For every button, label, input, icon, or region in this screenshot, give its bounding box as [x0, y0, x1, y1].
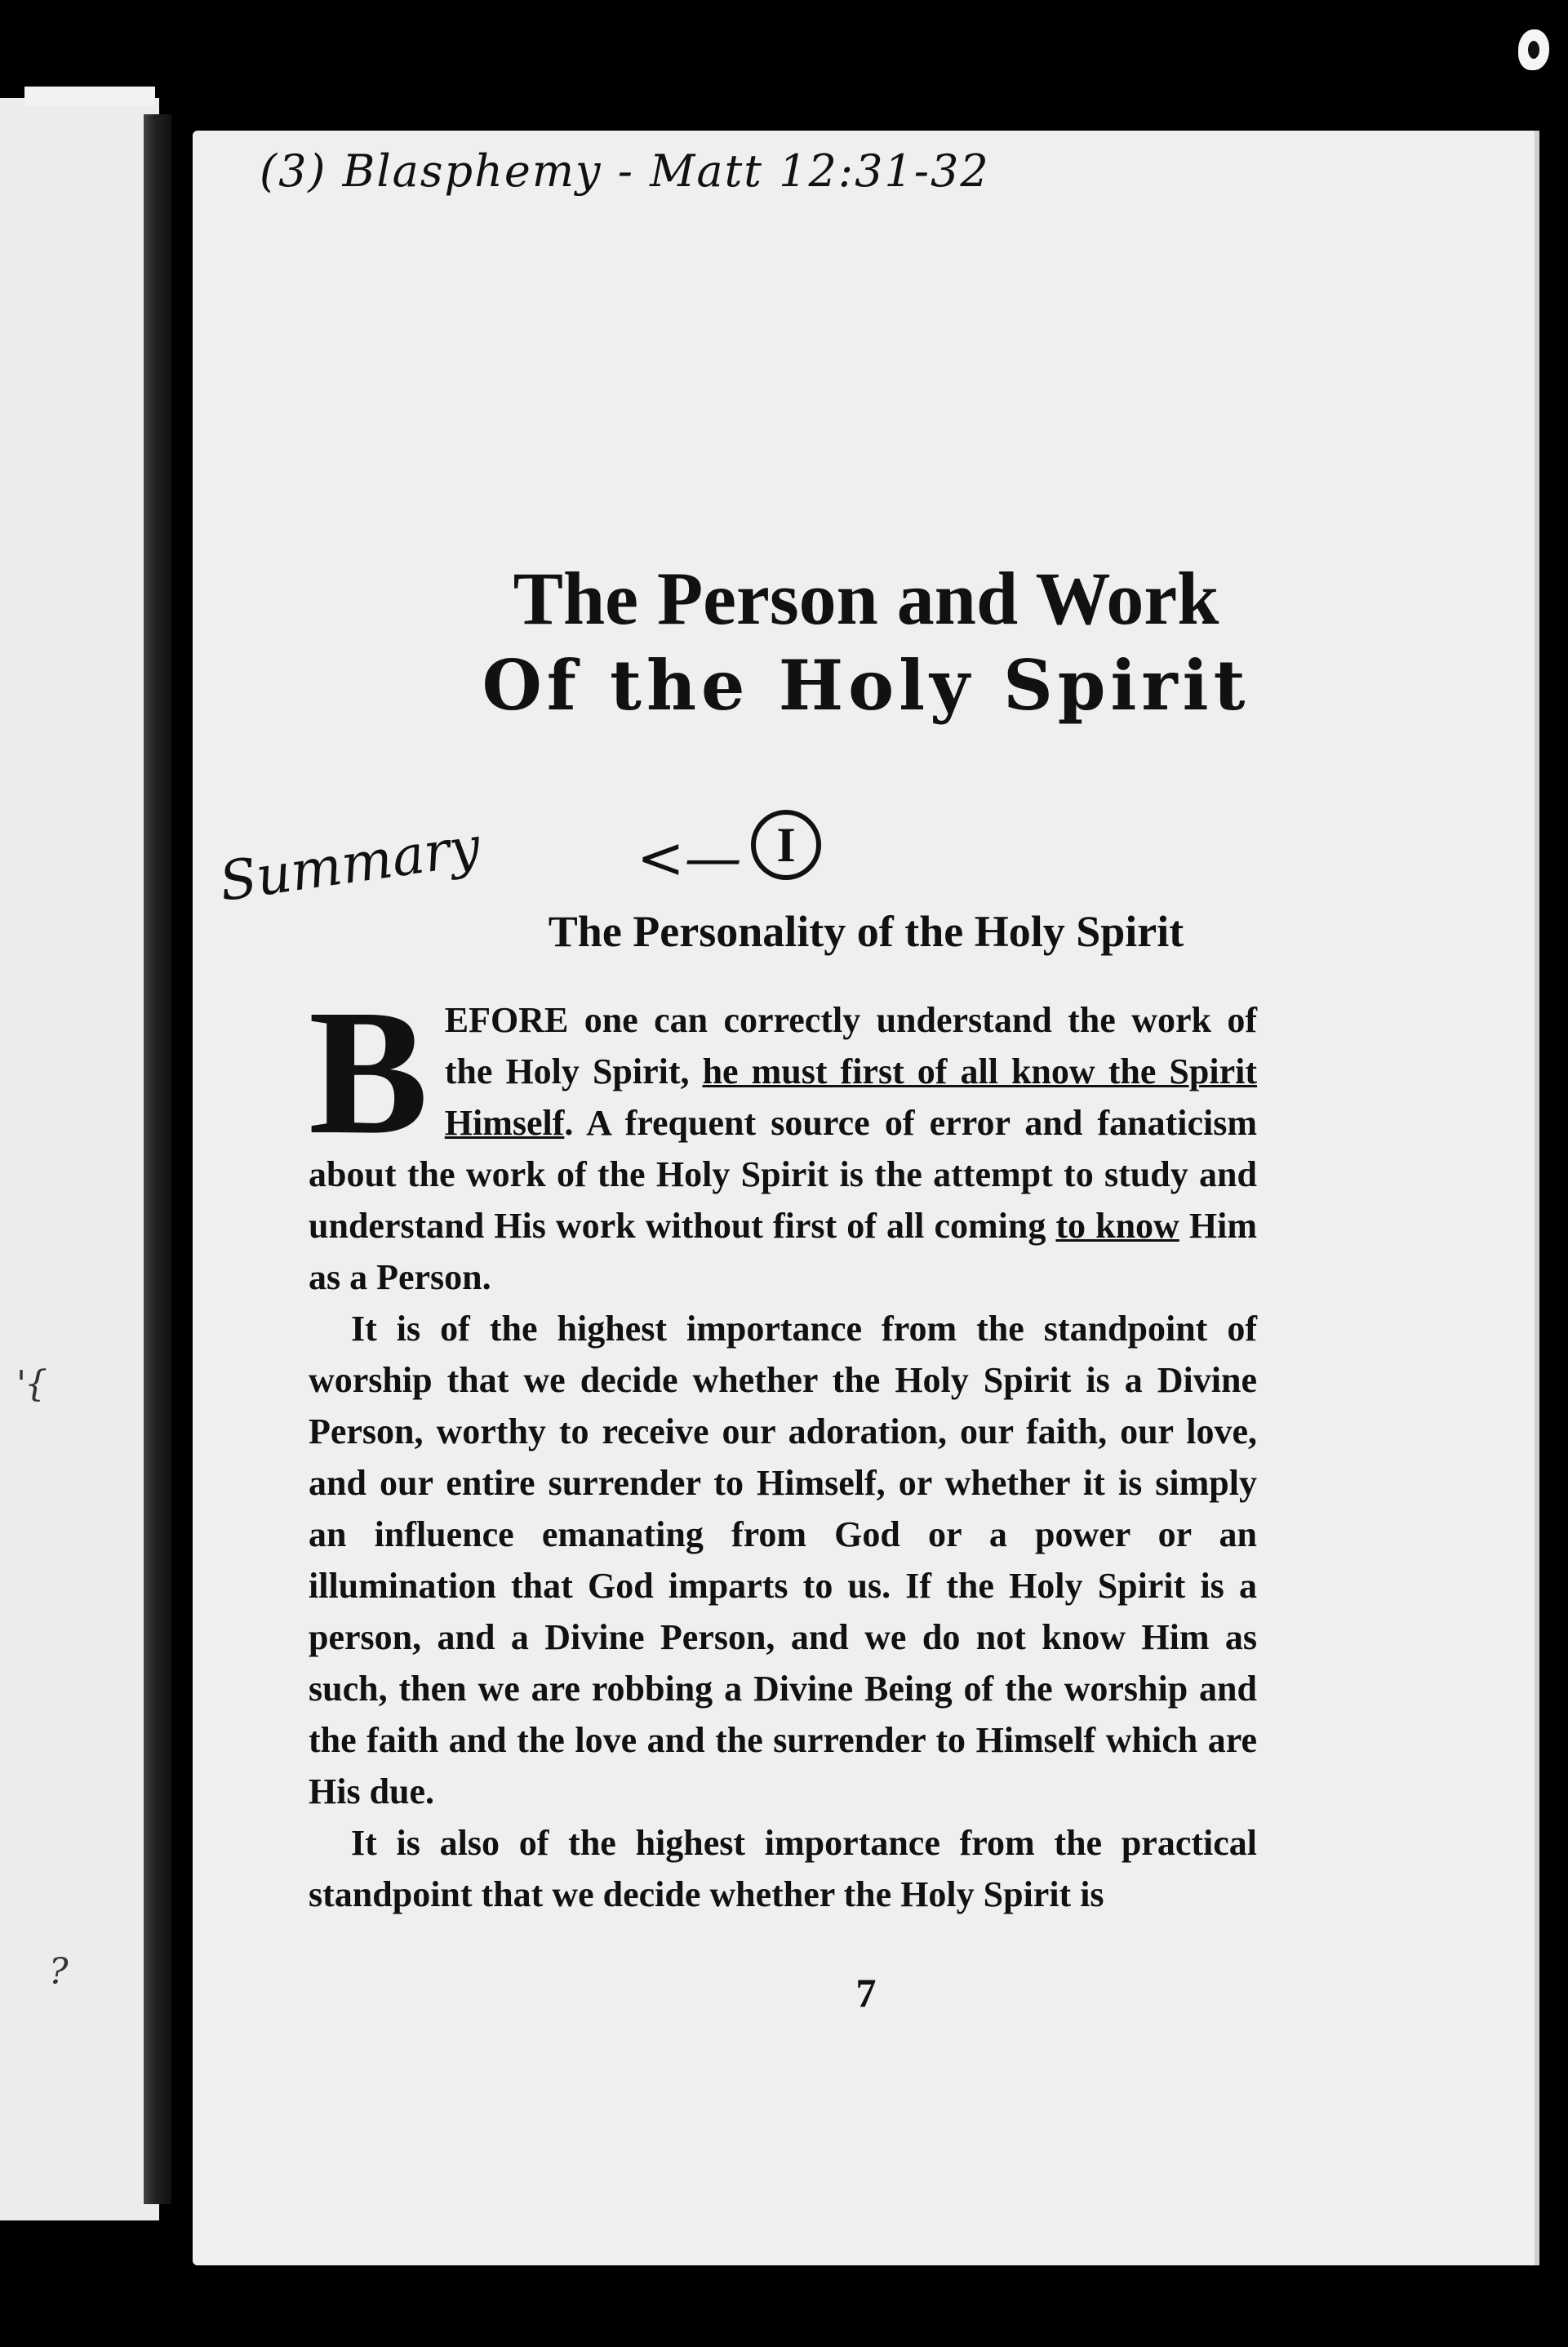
title-line-2: Of the Holy Spirit [482, 645, 1250, 726]
underlined-text: he must first of all know the Spirit Himself [444, 1051, 1257, 1143]
page-number: 7 [855, 1970, 877, 2016]
handwritten-note: (3) Blasphemy - Matt 12:31-32 [260, 145, 990, 197]
underlined-text: to know [1055, 1206, 1179, 1246]
book-spine [144, 114, 171, 2204]
title-line-1: The Person and Work [513, 557, 1219, 640]
left-page-mark: ' [16, 1363, 27, 1405]
paragraph-1 [309, 972, 1258, 1303]
paragraph-3: It is also of the highest importance from the practical standpoint that we decide whether the Holy Spirit is [309, 1823, 1257, 1914]
previous-page-top [24, 87, 155, 106]
previous-page-edge [0, 98, 159, 2220]
body-text [309, 972, 1258, 1920]
left-page-mark: ? [49, 1951, 69, 1993]
left-page-mark: { [24, 1363, 47, 1405]
page-edge [1535, 131, 1539, 2265]
paragraph-2: It is of the highest importance from the standpoint of worship that we decide whether the Holy Spirit is a Divine Person, worthy to receive our adoration, our faith, our love, and our entire surrender to Himself, or whether it is simply an influence emanating from God or a power or an illumination that God imparts to us. If the Holy Spirit is a person, and a Divine Person, and we do not know Him as such, then we are robbing a Divine Being of the worship and the faith and the love and the surrender to Himself which are His due. [309, 1309, 1257, 1811]
paragraph-text: EFORE one can correctly understand the work of the Holy Spirit, [444, 1000, 1257, 1091]
handwritten-margin-note: Summary [215, 815, 484, 913]
corner-mark [1518, 29, 1549, 70]
section-number-badge: I [751, 810, 821, 880]
handwritten-arrow-icon: <— [637, 825, 742, 891]
paragraph-text: . A frequent source of error and fanaticism about the work of the Holy Spirit is the attempt to study and understand His work without first of all coming [309, 1103, 1257, 1246]
paragraph-text: Him as a Person. [309, 1206, 1258, 1297]
drop-cap: B [309, 972, 429, 1171]
section-heading: The Personality of the Holy Spirit [548, 907, 1184, 956]
